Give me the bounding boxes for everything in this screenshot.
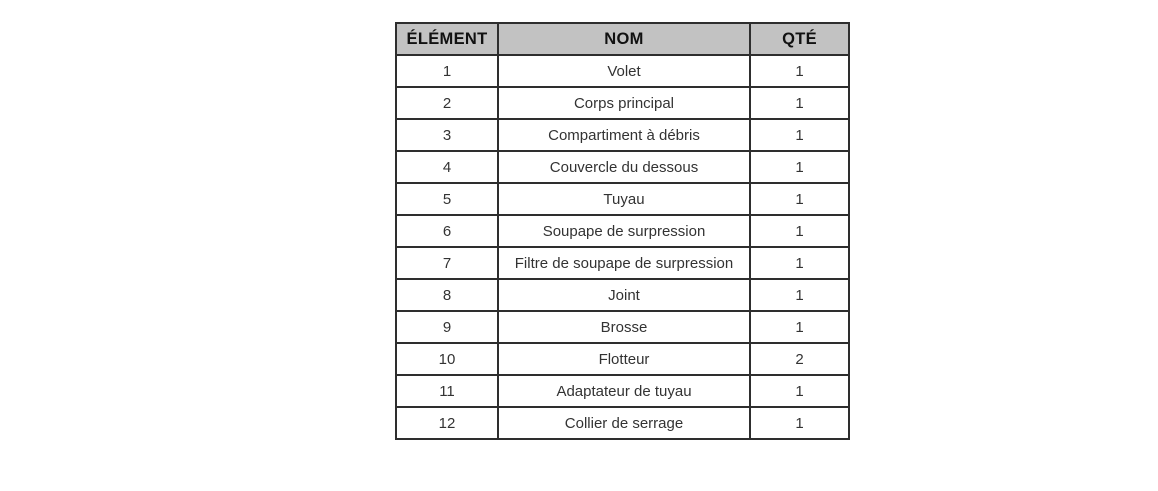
parts-list-table — [395, 22, 850, 440]
cell-quantity: 1 — [750, 279, 849, 311]
cell-part-name: Tuyau — [498, 183, 750, 215]
cell-element-number: 7 — [396, 247, 498, 279]
cell-quantity: 2 — [750, 343, 849, 375]
cell-part-name: Flotteur — [498, 343, 750, 375]
cell-element-number: 4 — [396, 151, 498, 183]
cell-element-number: 9 — [396, 311, 498, 343]
cell-quantity: 1 — [750, 407, 849, 439]
cell-element-number: 1 — [396, 55, 498, 87]
cell-element-number: 2 — [396, 87, 498, 119]
cell-quantity: 1 — [750, 87, 849, 119]
table-row — [396, 343, 849, 375]
cell-element-number: 3 — [396, 119, 498, 151]
cell-element-number: 8 — [396, 279, 498, 311]
cell-quantity: 1 — [750, 215, 849, 247]
column-header-qte: QTÉ — [750, 23, 849, 55]
table-header-row — [396, 23, 849, 55]
table-row — [396, 375, 849, 407]
cell-quantity: 1 — [750, 375, 849, 407]
cell-part-name: Volet — [498, 55, 750, 87]
cell-part-name: Brosse — [498, 311, 750, 343]
table-row — [396, 151, 849, 183]
cell-part-name: Corps principal — [498, 87, 750, 119]
table-row — [396, 247, 849, 279]
cell-quantity: 1 — [750, 55, 849, 87]
table-row — [396, 215, 849, 247]
table-row — [396, 119, 849, 151]
cell-element-number: 10 — [396, 343, 498, 375]
column-header-element: ÉLÉMENT — [396, 23, 498, 55]
cell-part-name: Filtre de soupape de surpression — [498, 247, 750, 279]
cell-part-name: Joint — [498, 279, 750, 311]
cell-element-number: 12 — [396, 407, 498, 439]
column-header-nom: NOM — [498, 23, 750, 55]
cell-quantity: 1 — [750, 183, 849, 215]
cell-quantity: 1 — [750, 119, 849, 151]
table-row — [396, 183, 849, 215]
cell-part-name: Collier de serrage — [498, 407, 750, 439]
cell-quantity: 1 — [750, 311, 849, 343]
table-row — [396, 311, 849, 343]
table-row — [396, 87, 849, 119]
cell-part-name: Adaptateur de tuyau — [498, 375, 750, 407]
table-row — [396, 55, 849, 87]
table-row — [396, 407, 849, 439]
cell-element-number: 5 — [396, 183, 498, 215]
cell-quantity: 1 — [750, 247, 849, 279]
cell-element-number: 11 — [396, 375, 498, 407]
cell-part-name: Couvercle du dessous — [498, 151, 750, 183]
cell-quantity: 1 — [750, 151, 849, 183]
cell-element-number: 6 — [396, 215, 498, 247]
cell-part-name: Compartiment à débris — [498, 119, 750, 151]
cell-part-name: Soupape de surpression — [498, 215, 750, 247]
table-row — [396, 279, 849, 311]
